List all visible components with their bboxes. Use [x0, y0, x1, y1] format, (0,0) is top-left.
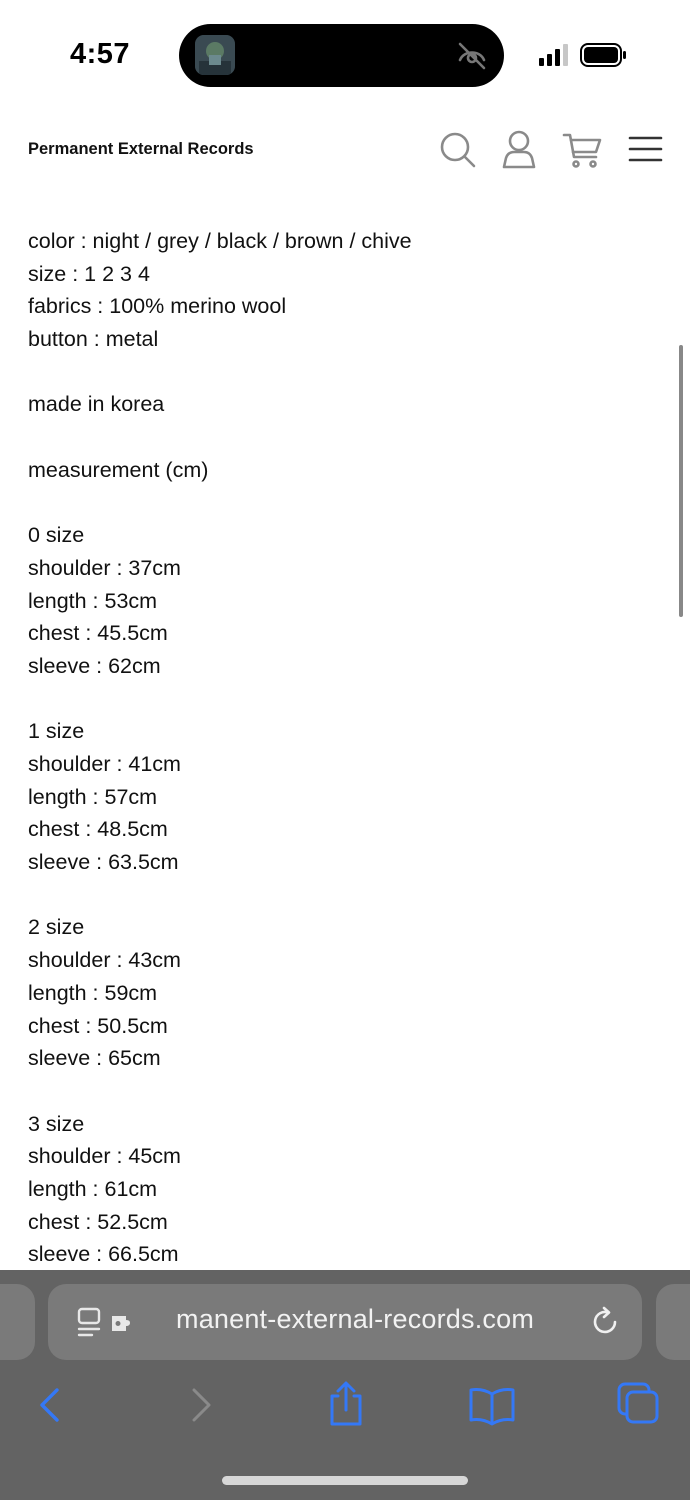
product-description	[28, 225, 668, 1271]
desc-line: made in korea	[28, 392, 165, 417]
desc-spacer	[28, 421, 668, 454]
desc-line: chest : 52.5cm	[28, 1209, 168, 1234]
share-icon[interactable]	[320, 1380, 370, 1430]
menu-icon[interactable]	[627, 130, 667, 170]
bookmarks-icon[interactable]	[467, 1380, 517, 1430]
desc-line: length : 57cm	[28, 784, 158, 809]
desc-line: chest : 50.5cm	[28, 1013, 168, 1038]
page-menu-icon[interactable]	[76, 1306, 140, 1340]
home-indicator[interactable]	[222, 1476, 468, 1485]
desc-line: sleeve : 66.5cm	[28, 1242, 179, 1267]
desc-line: length : 61cm	[28, 1176, 158, 1201]
desc-line: length : 59cm	[28, 980, 158, 1005]
desc-line: size : 1 2 3 4	[28, 261, 150, 286]
size-heading: 3 size	[28, 1111, 85, 1136]
account-icon[interactable]	[500, 130, 540, 170]
desc-line: chest : 48.5cm	[28, 817, 168, 842]
desc-line: shoulder : 45cm	[28, 1144, 181, 1169]
scroll-indicator[interactable]	[679, 345, 683, 617]
desc-line: sleeve : 65cm	[28, 1046, 161, 1071]
cart-icon[interactable]	[562, 130, 602, 170]
now-playing-artwork	[195, 35, 235, 75]
desc-line: chest : 45.5cm	[28, 621, 168, 646]
size-heading: 0 size	[28, 523, 85, 548]
status-bar	[0, 0, 690, 100]
back-icon[interactable]	[26, 1380, 76, 1430]
forward-icon	[176, 1380, 226, 1430]
desc-line: color : night / grey / black / brown / chive	[28, 229, 412, 253]
next-tab-peek[interactable]	[656, 1284, 690, 1360]
dynamic-island[interactable]	[179, 24, 504, 87]
site-brand[interactable]: Permanent External Records	[28, 140, 254, 158]
status-time: 4:57	[70, 38, 131, 70]
size-heading: 1 size	[28, 719, 85, 744]
desc-line: sleeve : 62cm	[28, 653, 161, 678]
desc-spacer	[28, 487, 668, 520]
tabs-icon[interactable]	[615, 1380, 665, 1430]
desc-spacer	[28, 356, 668, 389]
desc-line: length : 53cm	[28, 588, 158, 613]
browser-toolbar	[0, 1380, 690, 1440]
size-heading: 2 size	[28, 915, 85, 940]
silent-mode-icon	[454, 38, 490, 74]
url-text[interactable]: manent-external-records.com	[176, 1304, 535, 1334]
desc-line: sleeve : 63.5cm	[28, 850, 179, 875]
desc-line: measurement (cm)	[28, 457, 209, 482]
reload-icon[interactable]	[590, 1306, 622, 1338]
battery-icon	[580, 43, 628, 67]
search-icon[interactable]	[438, 130, 478, 170]
desc-line: shoulder : 43cm	[28, 948, 181, 973]
cellular-signal-icon	[539, 44, 571, 66]
desc-line: shoulder : 37cm	[28, 555, 181, 580]
desc-line: fabrics : 100% merino wool	[28, 294, 287, 319]
address-bar[interactable]	[48, 1284, 642, 1360]
desc-spacer	[28, 879, 668, 912]
desc-spacer	[28, 1075, 668, 1108]
browser-bottom-bar	[0, 1270, 690, 1500]
desc-line: button : metal	[28, 327, 159, 352]
previous-tab-peek[interactable]	[0, 1284, 35, 1360]
desc-line: shoulder : 41cm	[28, 752, 181, 776]
desc-spacer	[28, 683, 668, 716]
